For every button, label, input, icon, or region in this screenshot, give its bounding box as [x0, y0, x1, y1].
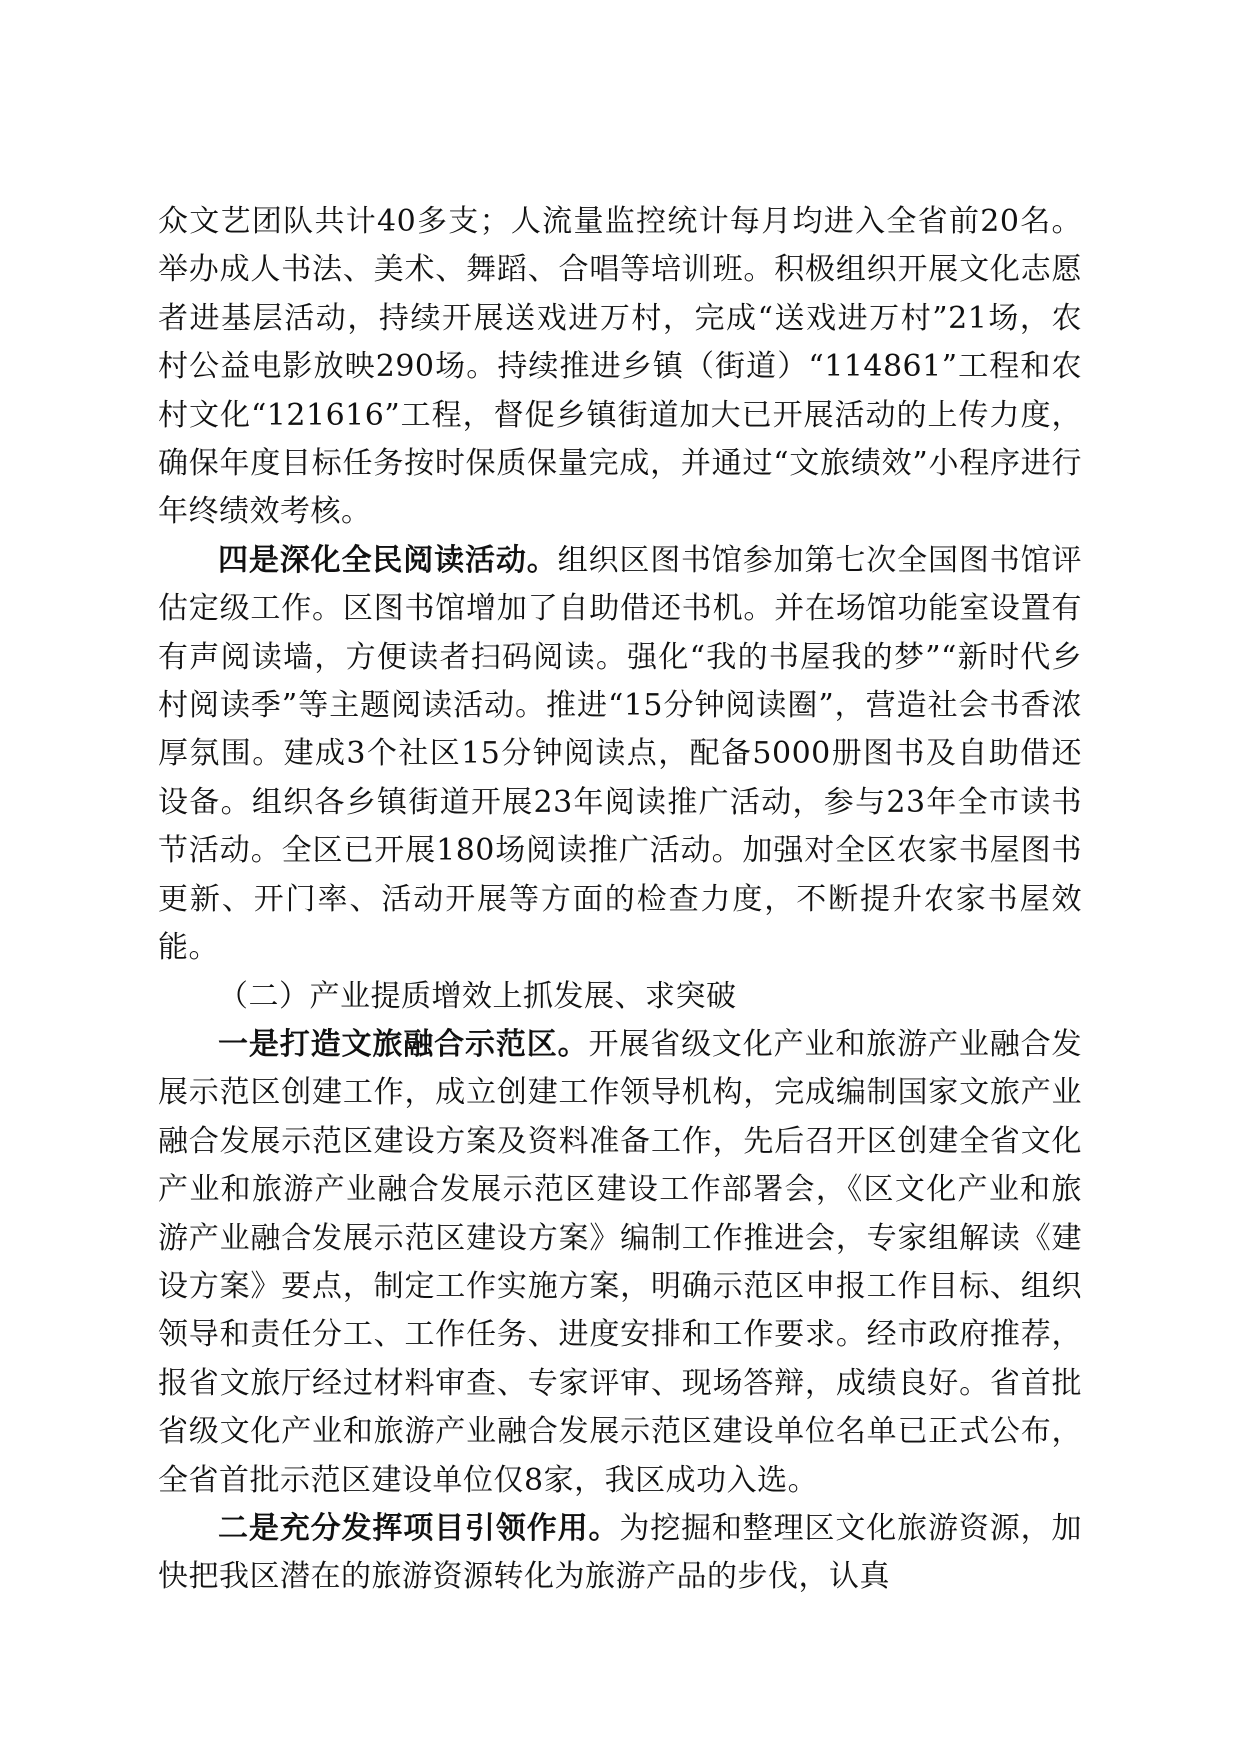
paragraph-text: 为挖掘和整理区文化旅游资源，加快把我区潜在的旅游资源转化为旅游产品的步伐，认真	[158, 1510, 1083, 1595]
paragraph-lead-heading: 四是深化全民阅读活动。	[218, 542, 558, 578]
paragraph-national-reading	[158, 537, 1082, 973]
paragraph-cultural-activities	[158, 198, 1082, 537]
paragraph-lead-heading: 二是充分发挥项目引领作用。	[218, 1510, 620, 1546]
paragraph-demonstration-zone	[158, 1021, 1082, 1505]
paragraph-text: 众文艺团队共计40多支；人流量监控统计每月均进入全省前20名。举办成人书法、美术、舞蹈、合唱等培训班。积极组织开展文化志愿者进基层活动，持续开展送戏进万村，完成“送戏进万村”21场，农村公益电影放映290场。持续推进乡镇（街道）“114861”工程和农村文化“121616”工程，督促乡镇街道加大已开展活动的上传力度，确保年度目标任务按时保质保量完成，并通过“文旅绩效”小程序进行年终绩效考核。	[158, 204, 1082, 530]
paragraph-text: 组织区图书馆参加第七次全国图书馆评估定级工作。区图书馆增加了自助借还书机。并在场馆功能室设置有有声阅读墙，方便读者扫码阅读。强化“我的书屋我的梦”“新时代乡村阅读季”等主题阅读活动。推进“15分钟阅读圈”，营造社会书香浓厚氛围。建成3个社区15分钟阅读点，配备5000册图书及自助借还设备。组织各乡镇街道开展23年阅读推广活动，参与23年全市读书节活动。全区已开展180场阅读推广活动。加强对全区农家书屋图书更新、开门率、活动开展等方面的检查力度，不断提升农家书屋效能。	[158, 542, 1083, 966]
paragraph-project-leading	[158, 1505, 1082, 1602]
paragraph-text: 开展省级文化产业和旅游产业融合发展示范区创建工作，成立创建工作领导机构，完成编制国家文旅产业融合发展示范区建设方案及资料准备工作，先后召开区创建全省文化产业和旅游产业融合发展示范区建设工作部署会，《区文化产业和旅游产业融合发展示范区建设方案》编制工作推进会，专家组解读《建设方案》要点，制定工作实施方案，明确示范区申报工作目标、组织领导和责任分工、工作任务、进度安排和工作要求。经市政府推荐，报省文旅厅经过材料审查、专家评审、现场答辩，成绩良好。省首批省级文化产业和旅游产业融合发展示范区建设单位名单已正式公布，全省首批示范区建设单位仅8家，我区成功入选。	[158, 1026, 1083, 1498]
document-page	[158, 198, 1082, 1602]
section-heading: （二）产业提质增效上抓发展、求突破	[218, 978, 737, 1014]
paragraph-lead-heading: 一是打造文旅融合示范区。	[218, 1026, 589, 1062]
